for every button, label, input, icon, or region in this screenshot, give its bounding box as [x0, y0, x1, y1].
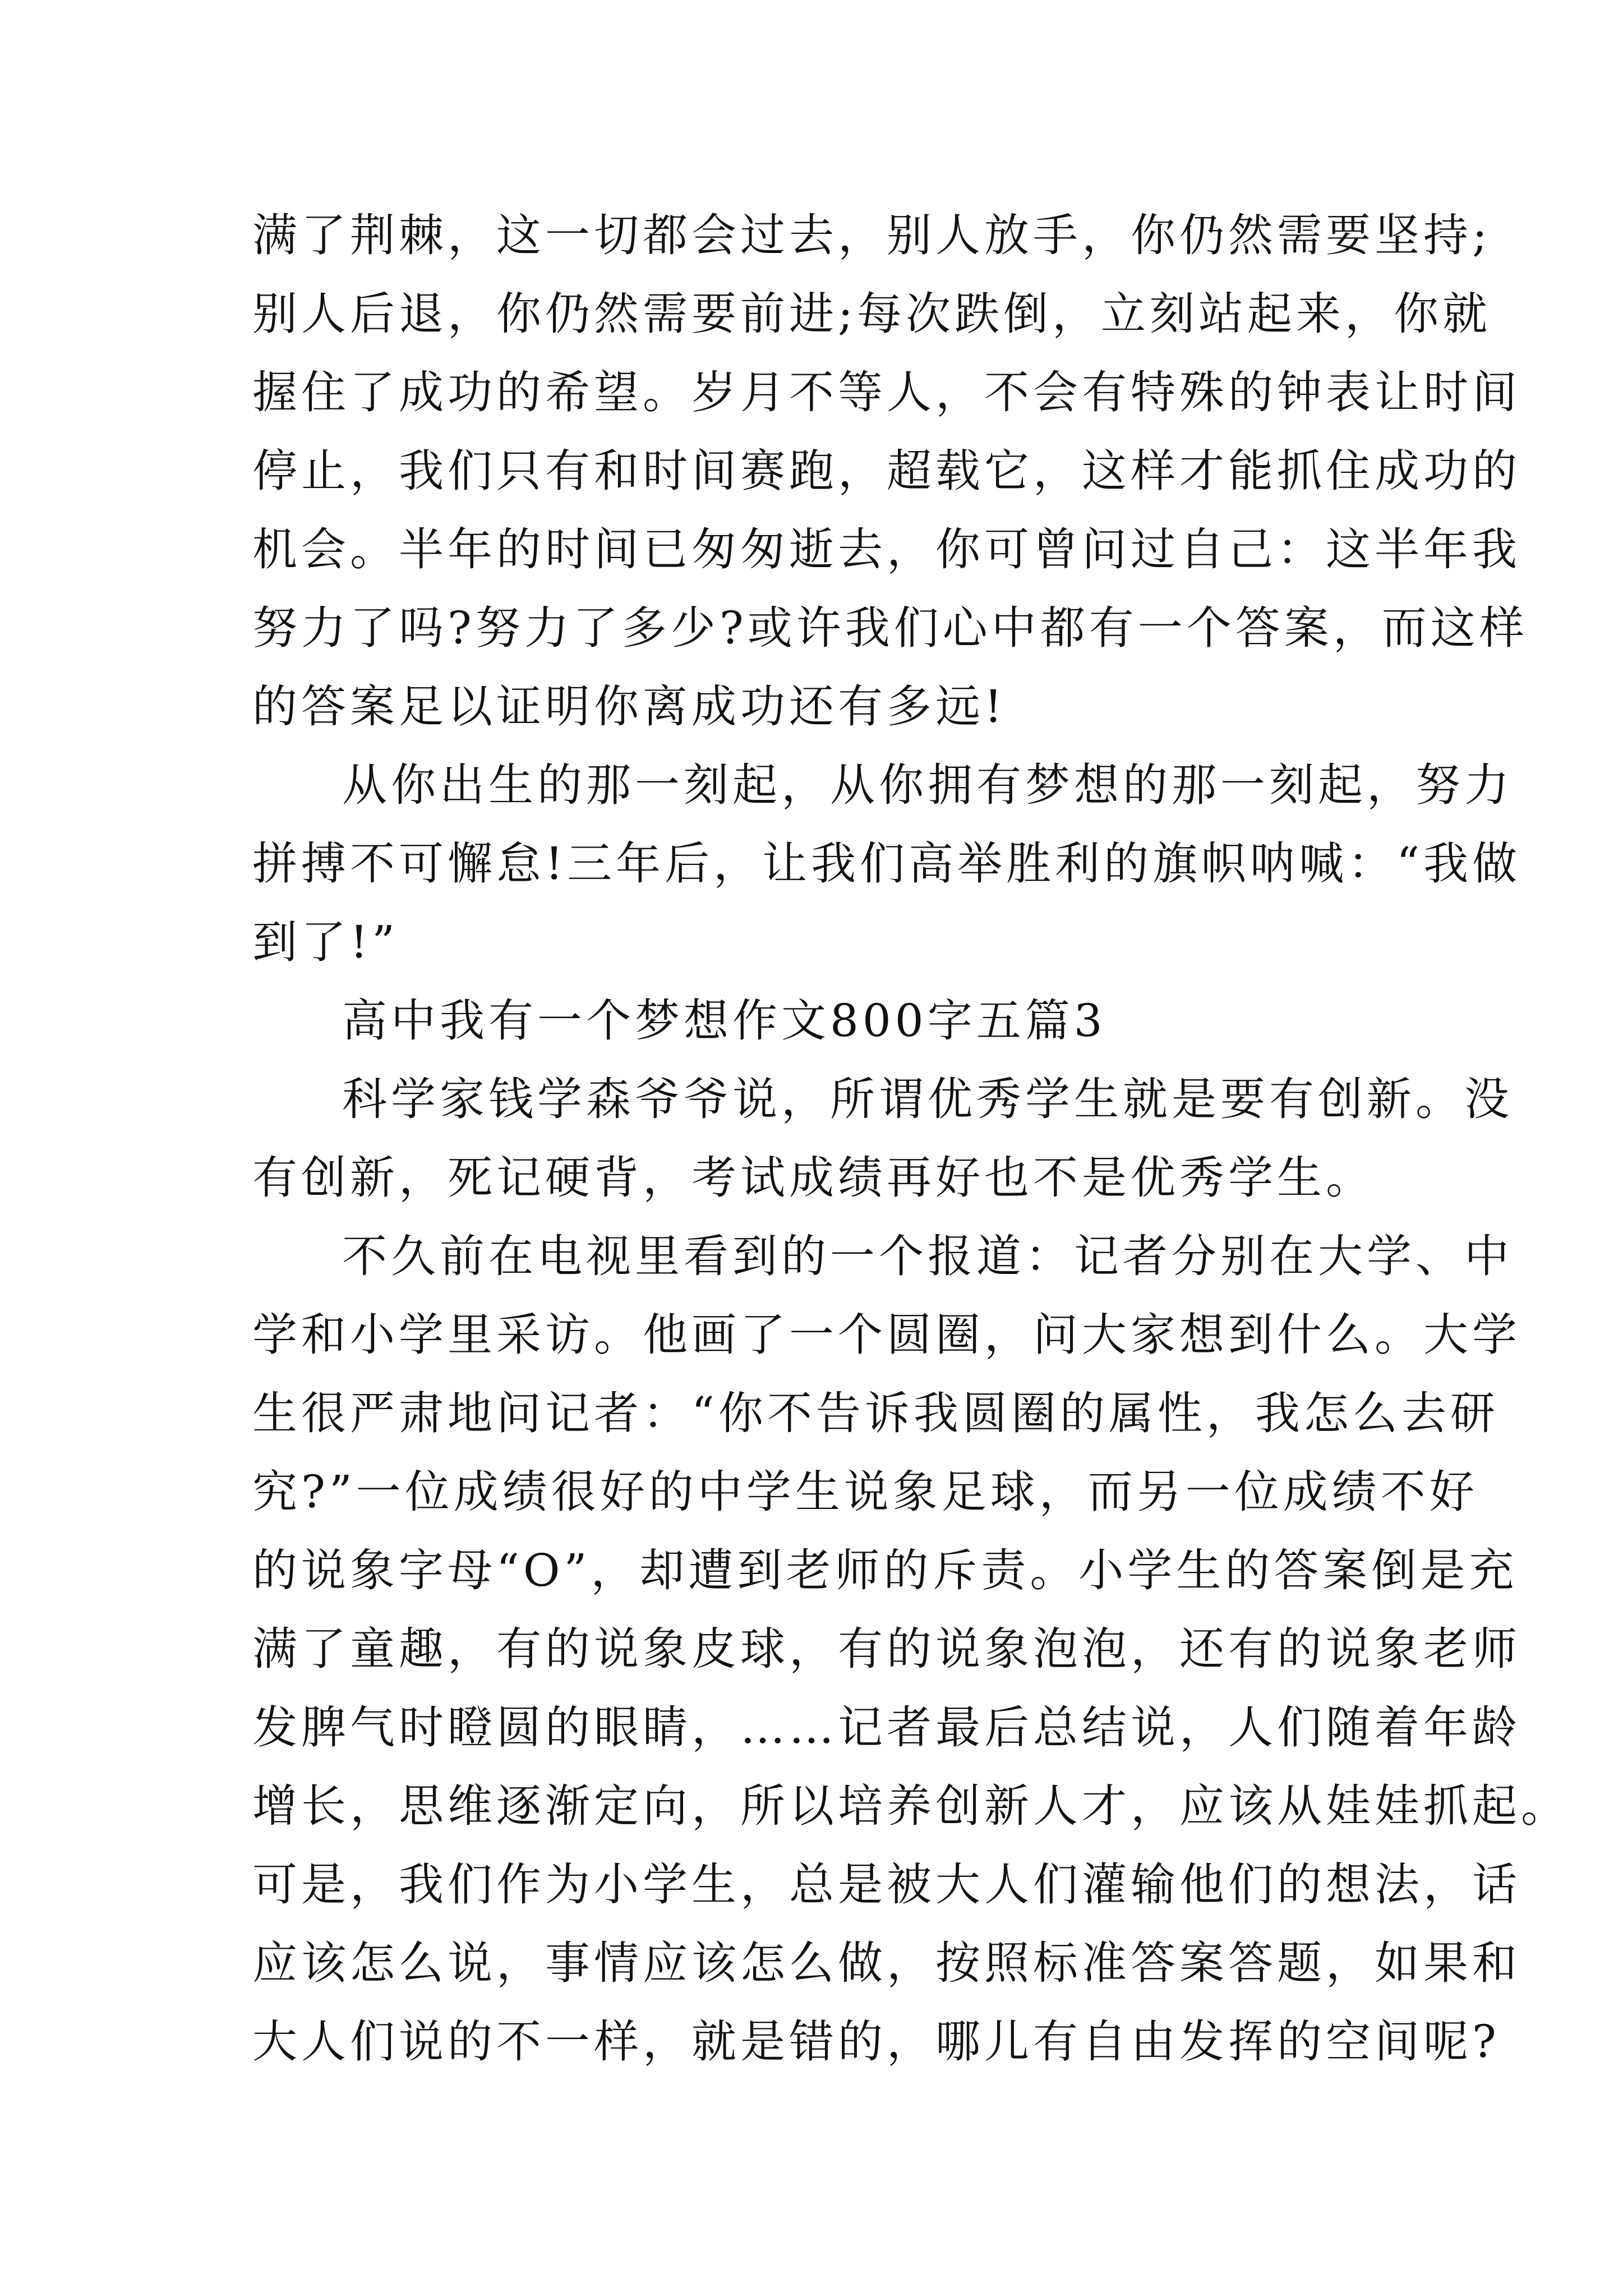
text-line: 大人们说的不一样，就是错的，哪儿有自由发挥的空间呢?: [252, 2016, 1500, 2068]
paragraph-2: [252, 746, 1521, 982]
text-line: 增长，思维逐渐定向，所以培养创新人才，应该从娃娃抓起。: [252, 1780, 1570, 1832]
paragraph-4: [252, 1217, 1570, 2081]
text-line: 别人后退，你仍然需要前进;每次跌倒，立刻站起来，你就: [252, 288, 1491, 340]
text-line: 停止，我们只有和时间赛跑，超载它，这样才能抓住成功的: [252, 445, 1521, 497]
text-line: 发脾气时瞪圆的眼睛，……记者最后总结说，人们随着年龄: [252, 1701, 1521, 1754]
text-line: 的说象字母“O”，却遭到老师的斥责。小学生的答案倒是充: [252, 1544, 1518, 1596]
text-line: 满了童趣，有的说象皮球，有的说象泡泡，还有的说象老师: [252, 1623, 1521, 1675]
text-line: 可是，我们作为小学生，总是被大人们灌输他们的想法，话: [252, 1858, 1521, 1911]
body-text: [252, 196, 1570, 2081]
text-line: 到了!”: [252, 916, 399, 968]
heading-line: 高中我有一个梦想作文800字五篇3: [342, 995, 1106, 1047]
section-heading: [252, 982, 1396, 1060]
paragraph-1: [252, 196, 1528, 746]
text-line: 拼搏不可懈怠!三年后，让我们高举胜利的旗帜呐喊：“我做: [252, 838, 1521, 890]
text-line: 生很严肃地问记者：“你不告诉我圆圈的属性，我怎么去研: [252, 1387, 1499, 1439]
text-line: 的答案足以证明你离成功还有多远!: [252, 680, 1007, 733]
text-line: 从你出生的那一刻起，从你拥有梦想的那一刻起，努力: [342, 759, 1513, 811]
text-line: 究?”一位成绩很好的中学生说象足球，而另一位成绩不好: [252, 1466, 1478, 1518]
text-line: 满了荆棘，这一切都会过去，别人放手，你仍然需要坚持;: [252, 209, 1491, 261]
text-line: 有创新，死记硬背，考试成绩再好也不是优秀学生。: [252, 1152, 1375, 1204]
paragraph-3: [252, 1060, 1513, 1217]
text-line: 机会。半年的时间已匆匆逝去，你可曾问过自己：这半年我: [252, 523, 1521, 576]
text-line: 不久前在电视里看到的一个报道：记者分别在大学、中: [342, 1230, 1513, 1282]
text-line: 应该怎么说，事情应该怎么做，按照标准答案答题，如果和: [252, 1937, 1521, 1989]
text-line: 科学家钱学森爷爷说，所谓优秀学生就是要有创新。没: [342, 1073, 1513, 1125]
text-line: 学和小学里采访。他画了一个圆圈，问大家想到什么。大学: [252, 1309, 1521, 1361]
text-line: 握住了成功的希望。岁月不等人，不会有特殊的钟表让时间: [252, 366, 1521, 418]
text-line: 努力了吗?努力了多少?或许我们心中都有一个答案，而这样: [252, 602, 1528, 654]
